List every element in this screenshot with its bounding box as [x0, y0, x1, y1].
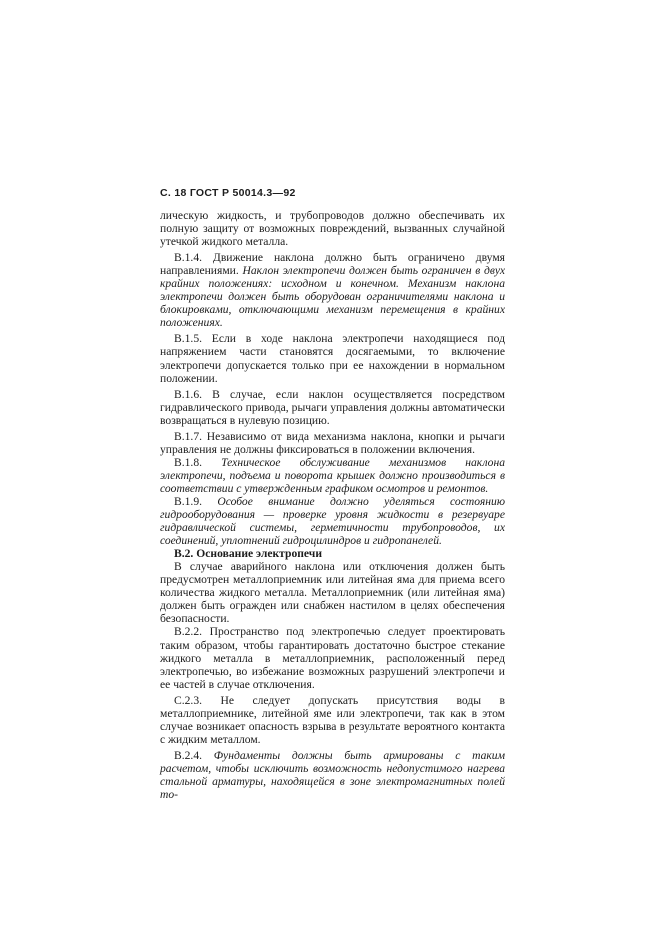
paragraph-b-1-8 — [160, 456, 505, 495]
paragraph-b-2-1: В случае аварийного наклона или отключения должен быть предусмотрен металлоприемник или литейная яма для приема всего количества жидкого металла. Металлоприемник (или литейная яма) должен быть огражден или снабжен настилом в целях обеспечения безопасности. — [160, 560, 505, 626]
paragraph-b-2-4 — [160, 749, 505, 801]
paragraph-b-1-6: В.1.6. В случае, если наклон осуществляется посредством гидравлического привода, рычаги управления должны автоматически возвращаться в нулевую позицию. — [160, 387, 505, 427]
document-body — [160, 209, 505, 804]
paragraph-b-1-8-italic: Техническое обслуживание механизмов наклона электропечи, подъема и поворота крышек должно производиться в соответствии с утвержденным графиком осмотров и ремонтов. — [160, 455, 505, 495]
paragraph-c-2-3: С.2.3. Не следует допускать присутствия воды в металлоприемнике, литейной яме или электропечи, так как в этом случае возникает опасность взрыва в результате вероятного контакта с жидким металлом. — [160, 693, 505, 746]
paragraph-b-1-9 — [160, 495, 505, 547]
paragraph-b-1-7: В.1.7. Независимо от вида механизма наклона, кнопки и рычаги управления не должны фиксироваться в положении включения. — [160, 429, 505, 456]
paragraph-b-2-4-italic: Фундаменты должны быть армированы с таким расчетом, чтобы исключить возможность недопустимого нагрева стальной арматуры, находящейся в зоне электромагнитных полей то- — [160, 748, 505, 802]
paragraph-b-1-4-lead: В.1.4. Движение наклона должно быть ограничено двумя направлениями. — [160, 251, 505, 278]
paragraph-b-1-9-lead: В.1.9. — [174, 494, 203, 508]
section-heading-b-2: В.2. Основание электропечи — [174, 547, 323, 561]
paragraph-b-1-9-italic: Особое внимание должно уделяться состоянию гидрооборудования — проверке уровня жидкости в резервуаре гидравлической системы, герметичности трубопроводов, их соединений, уплотнений гидроцилиндров и гидропанелей. — [160, 494, 505, 548]
paragraph-b-1-4-italic: Наклон электропечи должен быть ограничен в двух крайних положениях: исходном и конечном. Механизм наклона электропечи должен быть оборудован ограничителями наклона и блокировками, отключающими механизм перемещения в крайних положениях. — [160, 264, 505, 330]
paragraph-b-2-2: В.2.2. Пространство под электропечью следует проектировать таким образом, чтобы гарантировать достаточно быстрое стекание жидкого металла в металлоприемник, расположенный перед электропечью, во избежание возможных разрушений электропечи и ее частей в случае отключения. — [160, 625, 505, 691]
paragraph-b-1-8-lead: В.1.8. — [174, 455, 203, 469]
paragraph-continuation: лическую жидкость, и трубопроводов должно обеспечивать их полную защиту от возможных повреждений, вызванных случайной утечкой жидкого металла. — [160, 209, 505, 249]
page-header: С. 18 ГОСТ Р 50014.3—92 — [160, 187, 296, 199]
paragraph-b-1-5: В.1.5. Если в ходе наклона электропечи находящиеся под напряжением части становятся досягаемыми, то включение электропечи допускается только при ее нахождении в нормальном положении. — [160, 332, 505, 385]
paragraph-b-1-4 — [160, 251, 505, 329]
paragraph-b-2-4-lead: В.2.4. — [174, 748, 203, 762]
